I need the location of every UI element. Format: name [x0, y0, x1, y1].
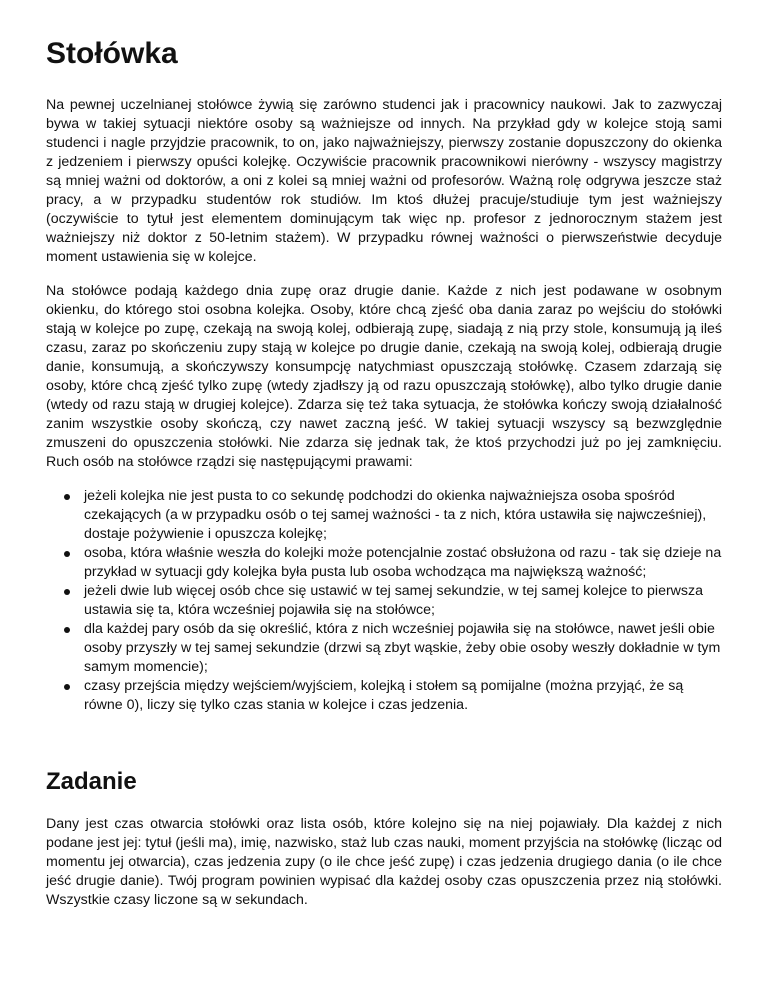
rules-list-item — [84, 487, 722, 544]
rule-text: czasy przejścia między wejściem/wyjściem, kolejką i stołem są pomijalne (można przyjąć, że są równe 0), liczy się tylko czas stania w kolejce i czas jedzenia. — [84, 678, 684, 713]
rules-list-item — [84, 677, 722, 715]
task-paragraph: Dany jest czas otwarcia stołówki oraz lista osób, które kolejno się na niej pojawiały. Dla każdej z nich podane jest jej: tytuł (jeśli ma), imię, nazwisko, staż lub czas nauki, moment przyjścia na stołówkę (licząc od momentu jej otwarcia), czas jedzenia zupy (o ile chce jeść zupę) i czas jedzenia drugiego dania (o ile chce jeść drugie danie). Twój program powinien wypisać dla każdej osoby czas opuszczenia przez nią stołówki. Wszystkie czasy liczone są w sekundach. — [46, 816, 722, 908]
rule-text: jeżeli dwie lub więcej osób chce się ustawić w tej samej sekundzie, w tej samej kolejce to pierwsza ustawia się ta, która wcześniej pojawiła się na stołówce; — [84, 583, 704, 618]
rules-list — [46, 487, 722, 715]
task-heading: Zadanie — [46, 768, 137, 795]
bullet-icon — [64, 494, 70, 500]
bullet-icon — [64, 589, 70, 595]
bullet-icon — [64, 684, 70, 690]
intro-paragraph-2: Na stołówce podają każdego dnia zupę oraz drugie danie. Każde z nich jest podawane w osobnym okienku, do którego stoi osobna kolejka. Osoby, które chcą zjeść oba dania zaraz po wejściu do stołówki stają w kolejce po zupę, czekają na swoją kolej, odbierają zupę, siadają z nią przy stole, konsumują ją ileś czasu, zaraz po skończeniu zupy stają w kolejce po drugie danie, czekają na swoją kolej, odbierają drugie danie, konsumują, a skończywszy konsumpcję natychmiast opuszczają stołówkę. Czasem zdarzają się osoby, które chcą zjeść tylko zupę (wtedy zjadłszy ją od razu opuszczają stołówkę), albo tylko drugie danie (wtedy od razu stają w drugiej kolejce). Zdarza się też taka sytuacja, że stołówka kończy swoją działalność zanim wszystkie osoby skończą, czy nawet zaczną jeść. W takiej sytuacji wszyscy są bezwzględnie zmuszeni do opuszczenia stołówki. Nie zdarza się jednak tak, że ktoś przychodzi już po jej zamknięciu. Ruch osób na stołówce rządzi się następującymi prawami: — [46, 283, 722, 470]
page-title: Stołówka — [46, 37, 178, 70]
rules-list-item — [84, 544, 722, 582]
rules-list-item — [84, 582, 722, 620]
bullet-icon — [64, 551, 70, 557]
intro-paragraph-1: Na pewnej uczelnianej stołówce żywią się zarówno studenci jak i pracownicy naukowi. Jak to zazwyczaj bywa w takiej sytuacji niektóre osoby są ważniejsze od innych. Na przykład gdy w kolejce stoją sami studenci i nagle przyjdzie pracownik, to on, jako najważniejszy, pierwszy zostanie dopuszczony do okienka z jedzeniem i pierwszy opuści kolejkę. Oczywiście pracownik pracownikowi nierówny - wszyscy magistrzy są mniej ważni od doktorów, a oni z kolei są mniej ważni od profesorów. Ważną rolę odgrywa jeszcze staż pracy, a w przypadku studentów rok studiów. Im ktoś dłużej pracuje/studiuje tym jest ważniejszy (oczywiście to tytuł jest elementem dominującym tak więc np. profesor z jednorocznym stażem jest ważniejszy niż doktor z 50-letnim stażem). W przypadku równej ważności o pierwszeństwie decyduje moment ustawienia się w kolejce. — [46, 97, 722, 265]
rule-text: jeżeli kolejka nie jest pusta to co sekundę podchodzi do okienka najważniejsza osoba spośród czekających (a w przypadku osób o tej samej ważności - ta z nich, która ustawiła się najwcześniej), dostaje pożywienie i opuszcza kolejkę; — [84, 488, 707, 542]
rules-list-item — [84, 620, 722, 677]
bullet-icon — [64, 627, 70, 633]
rule-text: osoba, która właśnie weszła do kolejki może potencjalnie zostać obsłużona od razu - tak się dzieje na przykład w sytuacji gdy kolejka była pusta lub osoba wchodząca ma największą ważność; — [84, 545, 722, 580]
rule-text: dla każdej pary osób da się określić, która z nich wcześniej pojawiła się na stołówce, nawet jeśli obie osoby przyszły w tej samej sekundzie (drzwi są zbyt wąskie, żeby obie osoby weszły dokładnie w tym samym momencie); — [84, 621, 721, 675]
